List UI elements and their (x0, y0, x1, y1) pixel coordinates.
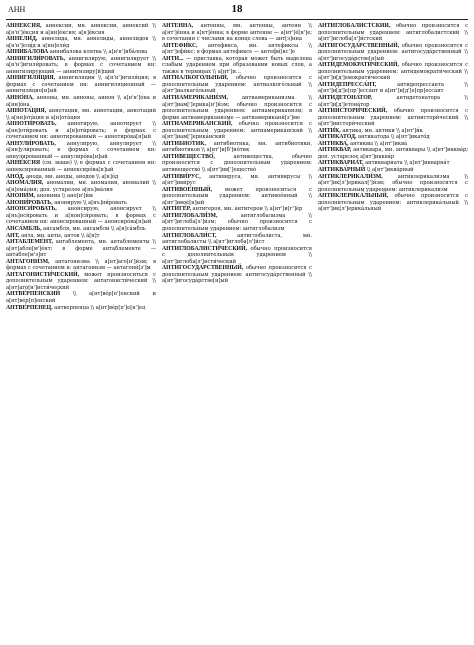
entry-headword: АННЕЛИ́Д, (6, 36, 38, 43)
dictionary-entry (318, 62, 468, 82)
entry-headword: АНТИГЛОБАЛИ́СТ, (162, 232, 217, 239)
dictionary-entry (6, 206, 156, 226)
entry-headword: АНТАГОНИСТИ́ЧЕСКИЙ, (6, 271, 80, 278)
entry-headword: АНТВЕ́РПЕНСКИЙ (6, 291, 61, 298)
entry-text: аннелида, мн. аннелиды, аннелидов \\ а[н'н']ели́д и а[нн]ели́д (6, 36, 156, 49)
entry-text: антиглобализма \\ а[нт']иглоба[л']и́зм; обычно произносится с дополнительным ударением: антиглобализм (162, 212, 312, 232)
entry-headword: АНТИКАТО́Д, (318, 134, 357, 141)
entry-text: — приставка, которая может быть выделена слабым ударением при образовании новых слов, а также в терминах \\ а[нт']и... (162, 55, 312, 75)
entry-headword: АНТИВИ́РУС, (162, 173, 201, 180)
page-number: 18 (231, 3, 243, 15)
entry-text: антефикса, мн. антефиксы \\ а[нт']ефи́кс; в формах антефиксе — антефи́[кс']е (162, 42, 312, 56)
dictionary-entry (6, 259, 156, 272)
entry-text: ансамбля, мн. ансамбли \\ а[н]са́мбль (41, 225, 146, 232)
entry-headword: АНОНИ́РОВАТЬ, (6, 199, 53, 206)
entry-text: антагонизма \\ а[нт]аго[н']и́зм; в формах с сочетанием н: антагонизм — антагони́[з']м (6, 258, 156, 272)
entry-headword: АНТИГЕ́Р, (162, 206, 191, 213)
entry-text: аннексии, мн. аннексии, аннексий \\ а[н'н']е́ксия и а[нн]е́ксия; а[н]е́ксия (6, 23, 156, 36)
entry-text: антибиотика, мн. антибиотики, антибиотиков \\ а[нт']и[б']ио́тик (162, 140, 312, 154)
entry-text: анта, мн. анты, антов \\ а́[н]т (19, 232, 100, 239)
dictionary-entry (162, 23, 312, 43)
entry-headword: АНТИГЛОБАЛИСТИ́ЧЕСКИЙ, (162, 245, 248, 252)
entry-text: антиквариата \\ а[нт']икварна́т (363, 160, 450, 167)
entry-text: обычно произносится с дополнительным ударением: антидемократи́ческий \\ а[нт']и[д']емократи́ческий (318, 62, 468, 82)
entry-text: \\ а[нт]ве́р[п']енский и а[нт]ве́р[п]енский (6, 291, 156, 304)
entry-text: обычно произносится с дополнительным ударением: антигосуда́рственный \\ а[нт']игосуда́рстве[н]ый (318, 42, 468, 62)
entry-text: обычно произносится с дополнительным ударением: антиклерика́льный \\ а[нт']ик[л']ерика́льный (318, 193, 468, 213)
entry-headword: АННЕ́КСИЯ, (6, 23, 42, 29)
entry-headword: АННОТА́ЦИЯ, (6, 108, 47, 115)
column-3 (318, 23, 468, 642)
dictionary-entry (6, 95, 156, 108)
dictionary-entry (318, 95, 468, 108)
entry-text: антенны, мн. антенны, антенн \\ а[нт']е́нна и а[нт]е́нна; в форме антенне — а[нт']е́[н']е; в сочетании с числами на конце слова — ант[э]нна (162, 23, 312, 43)
entry-headword: АНТИКВА́Р, (318, 147, 352, 154)
entry-text: антивещества, обычно произносится с дополнительным ударением: антивещество́ \\ а[нт']ив[']ещество́ (162, 153, 312, 174)
entry-headword: АНТИДЕПРЕССА́НТ, (318, 81, 377, 88)
entry-text: антикатода \\ а[нт']икато́д (356, 134, 430, 141)
dictionary-entry (6, 36, 156, 49)
entry-headword: АНТИБИО́ТИК, (162, 140, 206, 147)
entry-text: аннигиляции \\ а[н'н']игиля́ция; в формах с сочетанием нн: аннигиляционный — аннигиля́цио[н]ый (6, 75, 156, 95)
entry-text: \\ а[нт']иква́рный (365, 167, 414, 174)
entry-text: аннулирую, аннулирует \\ а[нн]ули́ровать; в формах с сочетанием нн: аннулированный — аннулиро́ва[н]ый (6, 140, 156, 160)
entry-headword: АНТИГЛОБАЛИ́ЗМ, (162, 212, 218, 219)
entry-headword: АННУЛИ́РОВАТЬ, (6, 140, 56, 147)
entry-headword: АНТИГОСУДА́РСТВЕННЫЙ, (318, 42, 400, 49)
entry-headword: АНТАБЛЕМЕ́НТ, (6, 239, 53, 246)
entry-headword: АНСА́МБЛЬ, (6, 225, 42, 232)
entry-headword: АНОНСИ́РОВАТЬ, (6, 206, 57, 213)
entry-text: антивируса, мн. антивирусы \\ а[нт']иви́рус (162, 173, 312, 187)
entry-text: антидетонатора \\ а[нт']и[д']етона́тор (318, 95, 468, 108)
entry-headword: АНТИКВАРИА́Т, (318, 160, 364, 167)
entry-headword: АННОТИ́РОВАТЬ, (6, 121, 57, 128)
entry-text: обычно произносится с дополнительным ударением: антигосуда́рственный \\ а[нт']игосуда́рстве[н]ый (162, 265, 312, 285)
entry-headword: АННИБА́ЛОВА (6, 49, 49, 56)
column-2 (162, 23, 312, 642)
entry-headword: АНТИГОСУДА́РСТВЕННЫЙ, (162, 265, 244, 272)
entry-text: антиквара, мн. антиквары \\ а[нт']икква́р; доп. устарелое а[нт']икква́р (318, 147, 468, 160)
entry-headword: АНТИКЛЕРИКА́ЛЬНЫЙ, (318, 193, 389, 200)
entry-headword: АНТИДЕТОНА́ТОР, (318, 95, 372, 102)
dictionary-entry (6, 121, 156, 141)
entry-headword: АНТИДЕМОКРАТИ́ЧЕСКИЙ, (318, 62, 399, 69)
entry-headword: АНТИ... (162, 55, 184, 62)
dictionary-entry (162, 121, 312, 141)
entry-headword: АНТИАМЕРИКАНИ́ЗМ, (162, 95, 229, 102)
entry-headword: АННИГИЛИ́РОВАТЬ, (6, 55, 66, 62)
dictionary-entry (6, 23, 156, 36)
entry-text: антверпенца \\ а[нт]ве́р[п']е[н']ец (52, 304, 146, 311)
dictionary-entry (6, 56, 156, 76)
entry-headword: АНТИВЕЩЕСТВО́, (162, 153, 215, 160)
entry-headword: АНТ, (6, 232, 20, 239)
dictionary-entry (162, 174, 312, 187)
entry-headword: АННИГИЛЯ́ЦИЯ, (6, 75, 56, 82)
entry-text: антаблемента, мн. антаблементы \\ а[нт]абле[м']е́нт; в форме антаблементе — антабле[м'э]нт (6, 239, 156, 259)
dictionary-entry (162, 95, 312, 121)
entry-headword: АНО́Д, (6, 173, 25, 180)
entry-text: антидепрессанта \\ а[нт']и[д']е[пр']есса́нт и а[нт']и[д']е[пр]есса́нт (318, 81, 468, 95)
entry-text: аннотирую, аннотирует \\ а[нн]оти́ровать и а[н]оти́ровать; в формах с сочетанием нн: аннотированный — аннотиро́ва[н]ый (6, 121, 156, 141)
dictionary-entry (318, 108, 468, 128)
dictionary-entry (162, 265, 312, 285)
entry-text: анода, мн. аноды, анодов \\ а[н]о́д (24, 173, 119, 180)
dictionary-entry (6, 160, 156, 173)
entry-text: обычно произносится с дополнительным ударением: антиалкого́льный \\ а[нт']иалкаго́льный (162, 75, 312, 95)
entry-text: анонирую \\ а[нъ]ни́ровать (52, 199, 127, 206)
dictionary-entry (162, 187, 312, 207)
entry-text: обычно произносится с дополнительным ударением \\ а[нт']иглоба[л']исти́ческий (162, 245, 312, 265)
entry-text: антиквы \\ а[нт']иква́ (348, 140, 408, 147)
entry-headword: АНТИКВА́РНЫЙ (318, 167, 366, 174)
running-head: АНН (8, 5, 26, 14)
dictionary-entry (6, 272, 156, 292)
dictionary-entry (318, 43, 468, 63)
entry-text: анноны, мн. анноны, аннон \\ а[н'н']о́на и а[нн]о́на (6, 95, 156, 108)
entry-headword: АНТИКЛЕРИКАЛИ́ЗМ, (318, 173, 383, 180)
dictionary-entry (162, 43, 312, 56)
dictionary-entry (162, 56, 312, 76)
dictionary-entry (318, 193, 468, 213)
entry-text: обычно произносится с дополнительным ударением: антиистори́ческий \\ а[нт']иистори́ческий (318, 108, 468, 128)
entry-text: антиамериканизма \\ а[нт']иам[']ерика[н']и́зм; обычно произносится с дополнительным ударением: антиамериканизм; в форме антиамериканизме — антиамерикани́[з']ме (162, 95, 312, 121)
entry-headword: АНТИ́К, (318, 127, 341, 134)
dictionary-columns (6, 23, 468, 642)
entry-headword: АНТЕ́ННА, (162, 23, 194, 29)
dictionary-entry (6, 141, 156, 161)
entry-headword: АННЕ́КСИЯ (6, 160, 41, 167)
entry-text: (см. выше) \\ в формах с сочетанием нн: аннексированный — аннексиро́ва[н]ый (6, 160, 156, 174)
dictionary-entry (162, 213, 312, 233)
dictionary-entry (318, 147, 468, 160)
entry-text: может произноситься с дополнительным ударением: антагонисти́ческий \\ а[нт]аго[н']исти́ческий (6, 271, 156, 291)
entry-text: аннибалова клятва \\ а[н'н']иба́лова (48, 49, 148, 56)
dictionary-entry (6, 305, 156, 312)
entry-headword: АННО́НА, (6, 95, 34, 102)
dictionary-entry (6, 75, 156, 95)
entry-headword: АНТИАМЕРИКА́НСКИЙ, (162, 121, 233, 128)
entry-text: может произноситься с дополнительным ударением: антивое́нный \\ а[нт']ивое́[н]ый (162, 186, 312, 206)
header-rule (6, 19, 468, 20)
entry-text: антика, мн. антики \\ а[нт']и́к (340, 127, 423, 134)
entry-text: антигероя, мн. антигерои \\ а[нт']и[г']е́р (190, 206, 303, 213)
dictionary-entry (318, 174, 468, 194)
entry-headword: АНТВЕ́РПЕНЕЦ, (6, 304, 53, 311)
entry-text: аннотации, мн. аннотации, аннотаций \\ а[нн]ота́ция и а[н]ота́ция (6, 108, 156, 121)
entry-headword: АНОНИ́М, (6, 193, 36, 200)
entry-headword: АНТИГЛОБАЛИ́СТСКИЙ, (318, 23, 391, 29)
entry-text: анонсирую, анонсирует \\ а[нъ]нси́ровать и а[нон]си́ровать; в формах с сочетанием нн: анонсированный — анонсиро́ва[н]ый (6, 206, 156, 226)
page-header (4, 2, 470, 20)
dictionary-entry (162, 233, 312, 246)
dictionary-entry (6, 239, 156, 259)
dictionary-entry (318, 23, 468, 43)
entry-headword: АНТЕФИ́КС, (162, 42, 198, 49)
entry-headword: АНТИКВА́, (318, 140, 349, 147)
dictionary-entry (6, 180, 156, 193)
entry-text: аномалии, мн. аномалии, аномалий \\ а[н]ома́лия; доп. устарелое а[нъ]ма́лия (6, 180, 156, 193)
entry-text: обычно произносится с дополнительным ударением: антиглобалистский \\ а[нт']иглоба[л']и́стский (318, 23, 468, 43)
dictionary-entry (318, 82, 468, 95)
entry-headword: АНОМА́ЛИЯ, (6, 180, 44, 187)
entry-text: анонима \\ ано[н']и́м (35, 193, 93, 200)
entry-headword: АНТИАЛКОГО́ЛЬНЫЙ, (162, 75, 229, 82)
entry-headword: АНТИВОЕ́ННЫЙ, (162, 186, 212, 193)
dictionary-entry (6, 108, 156, 121)
entry-text: антиглобалиста, мн. антиглобалисты \\ а[нт']иглоба[л']и́ст (162, 232, 312, 246)
entry-headword: АНТАГОНИ́ЗМ, (6, 258, 50, 265)
entry-text: обычно произносится с дополнительным ударением: антиамерика́нский \\ а[нт']иам[']ерика́нский (162, 121, 312, 141)
dictionary-entry (162, 141, 312, 154)
entry-headword: АНТИИСТОРИ́ЧЕСКИЙ, (318, 108, 388, 115)
column-1 (6, 23, 156, 642)
entry-text: аннигилирую, аннигилирует \\ а[н'н']игили́ровать; в формах с сочетанием нн: аннигилирующий — аннигилиру[й]щий (6, 55, 156, 75)
dictionary-entry (6, 291, 156, 304)
entry-text: антиклерикализма \\ а[нт']ик[л']ерикал[']и́зм; обычно произносится с дополнительным ударением: антиклерикализм (318, 173, 468, 193)
dictionary-entry (162, 154, 312, 174)
dictionary-entry (162, 246, 312, 266)
dictionary-entry (162, 75, 312, 95)
